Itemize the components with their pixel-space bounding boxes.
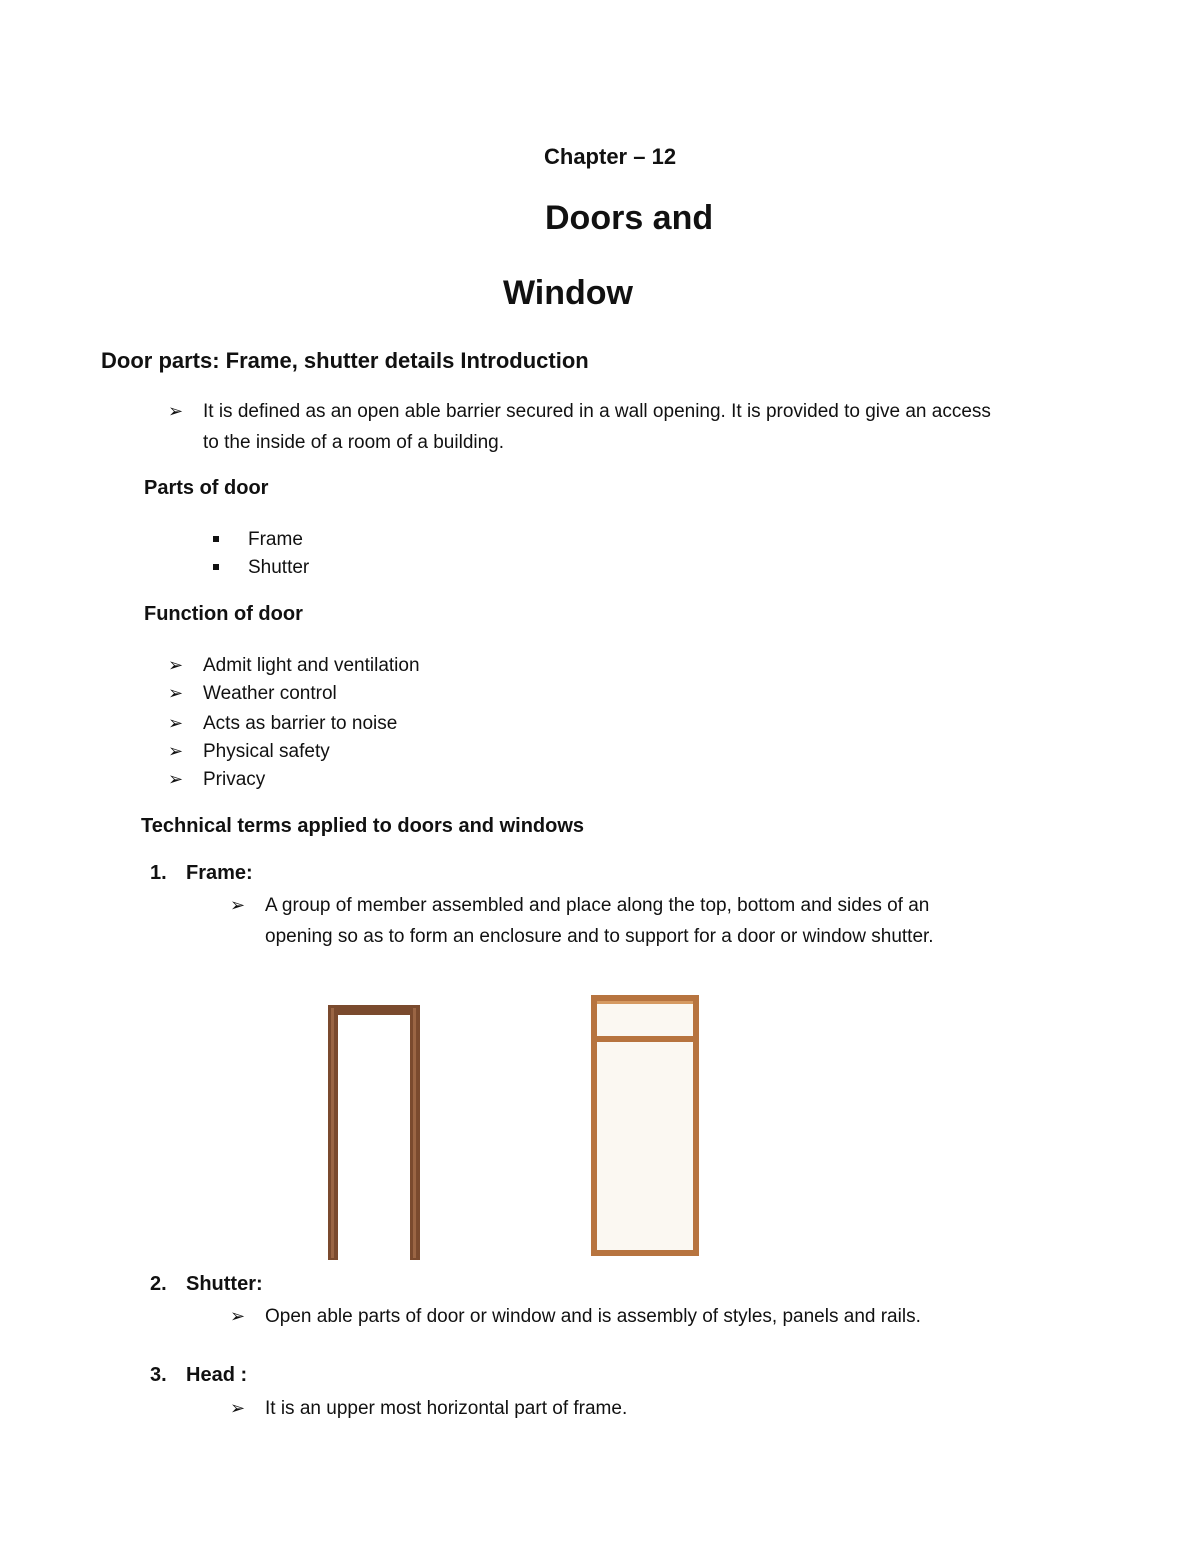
term-frame-label: Frame: (186, 862, 253, 884)
function-item: Privacy (203, 769, 266, 790)
term-shutter-description: Open able parts of door or window and is assembly of styles, panels and rails. (265, 1306, 921, 1327)
term-shutter-label: Shutter: (186, 1273, 263, 1295)
terms-heading: Technical terms applied to doors and windows (141, 815, 585, 837)
parts-item-shutter: Shutter (248, 557, 310, 578)
page-title-line2: Window (503, 274, 633, 312)
window-frame-icon (594, 998, 696, 1253)
square-bullet-icon (213, 564, 219, 570)
function-item: Weather control (203, 683, 337, 704)
arrow-bullet-icon: ➢ (168, 741, 184, 761)
page-title-line1: Doors and (545, 199, 714, 237)
chapter-number: Chapter – 12 (544, 144, 677, 169)
window-frame-illustration (585, 993, 705, 1258)
term-number: 3. (150, 1364, 167, 1386)
function-item: Admit light and ventilation (203, 655, 420, 676)
term-frame-description: A group of member assembled and place along the top, bottom and sides of an opening so as to form an enclosure and to support for a door or window shutter. (265, 895, 934, 947)
arrow-bullet-icon: ➢ (168, 769, 184, 789)
intro-definition: It is defined as an open able barrier secured in a wall opening. It is provided to give an access to the inside of a room of a building. (203, 401, 991, 453)
arrow-bullet-icon: ➢ (168, 713, 184, 733)
square-bullet-icon (213, 536, 219, 542)
arrow-bullet-icon: ➢ (168, 401, 184, 421)
door-frame-icon (328, 1005, 420, 1261)
term-number: 1. (150, 862, 167, 884)
parts-heading: Parts of door (144, 477, 269, 499)
section-heading-intro: Door parts: Frame, shutter details Introduction (101, 348, 589, 373)
arrow-bullet-icon: ➢ (230, 1306, 246, 1326)
arrow-bullet-icon: ➢ (230, 895, 246, 915)
term-head-description: It is an upper most horizontal part of frame. (265, 1398, 628, 1419)
function-item: Physical safety (203, 741, 330, 762)
door-frame-illustration (320, 1000, 430, 1265)
parts-item-frame: Frame (248, 529, 303, 550)
arrow-bullet-icon: ➢ (168, 683, 184, 703)
arrow-bullet-icon: ➢ (168, 655, 184, 675)
arrow-bullet-icon: ➢ (230, 1398, 246, 1418)
function-item: Acts as barrier to noise (203, 713, 398, 734)
term-number: 2. (150, 1273, 167, 1295)
functions-heading: Function of door (144, 603, 303, 625)
term-head-label: Head : (186, 1364, 248, 1386)
